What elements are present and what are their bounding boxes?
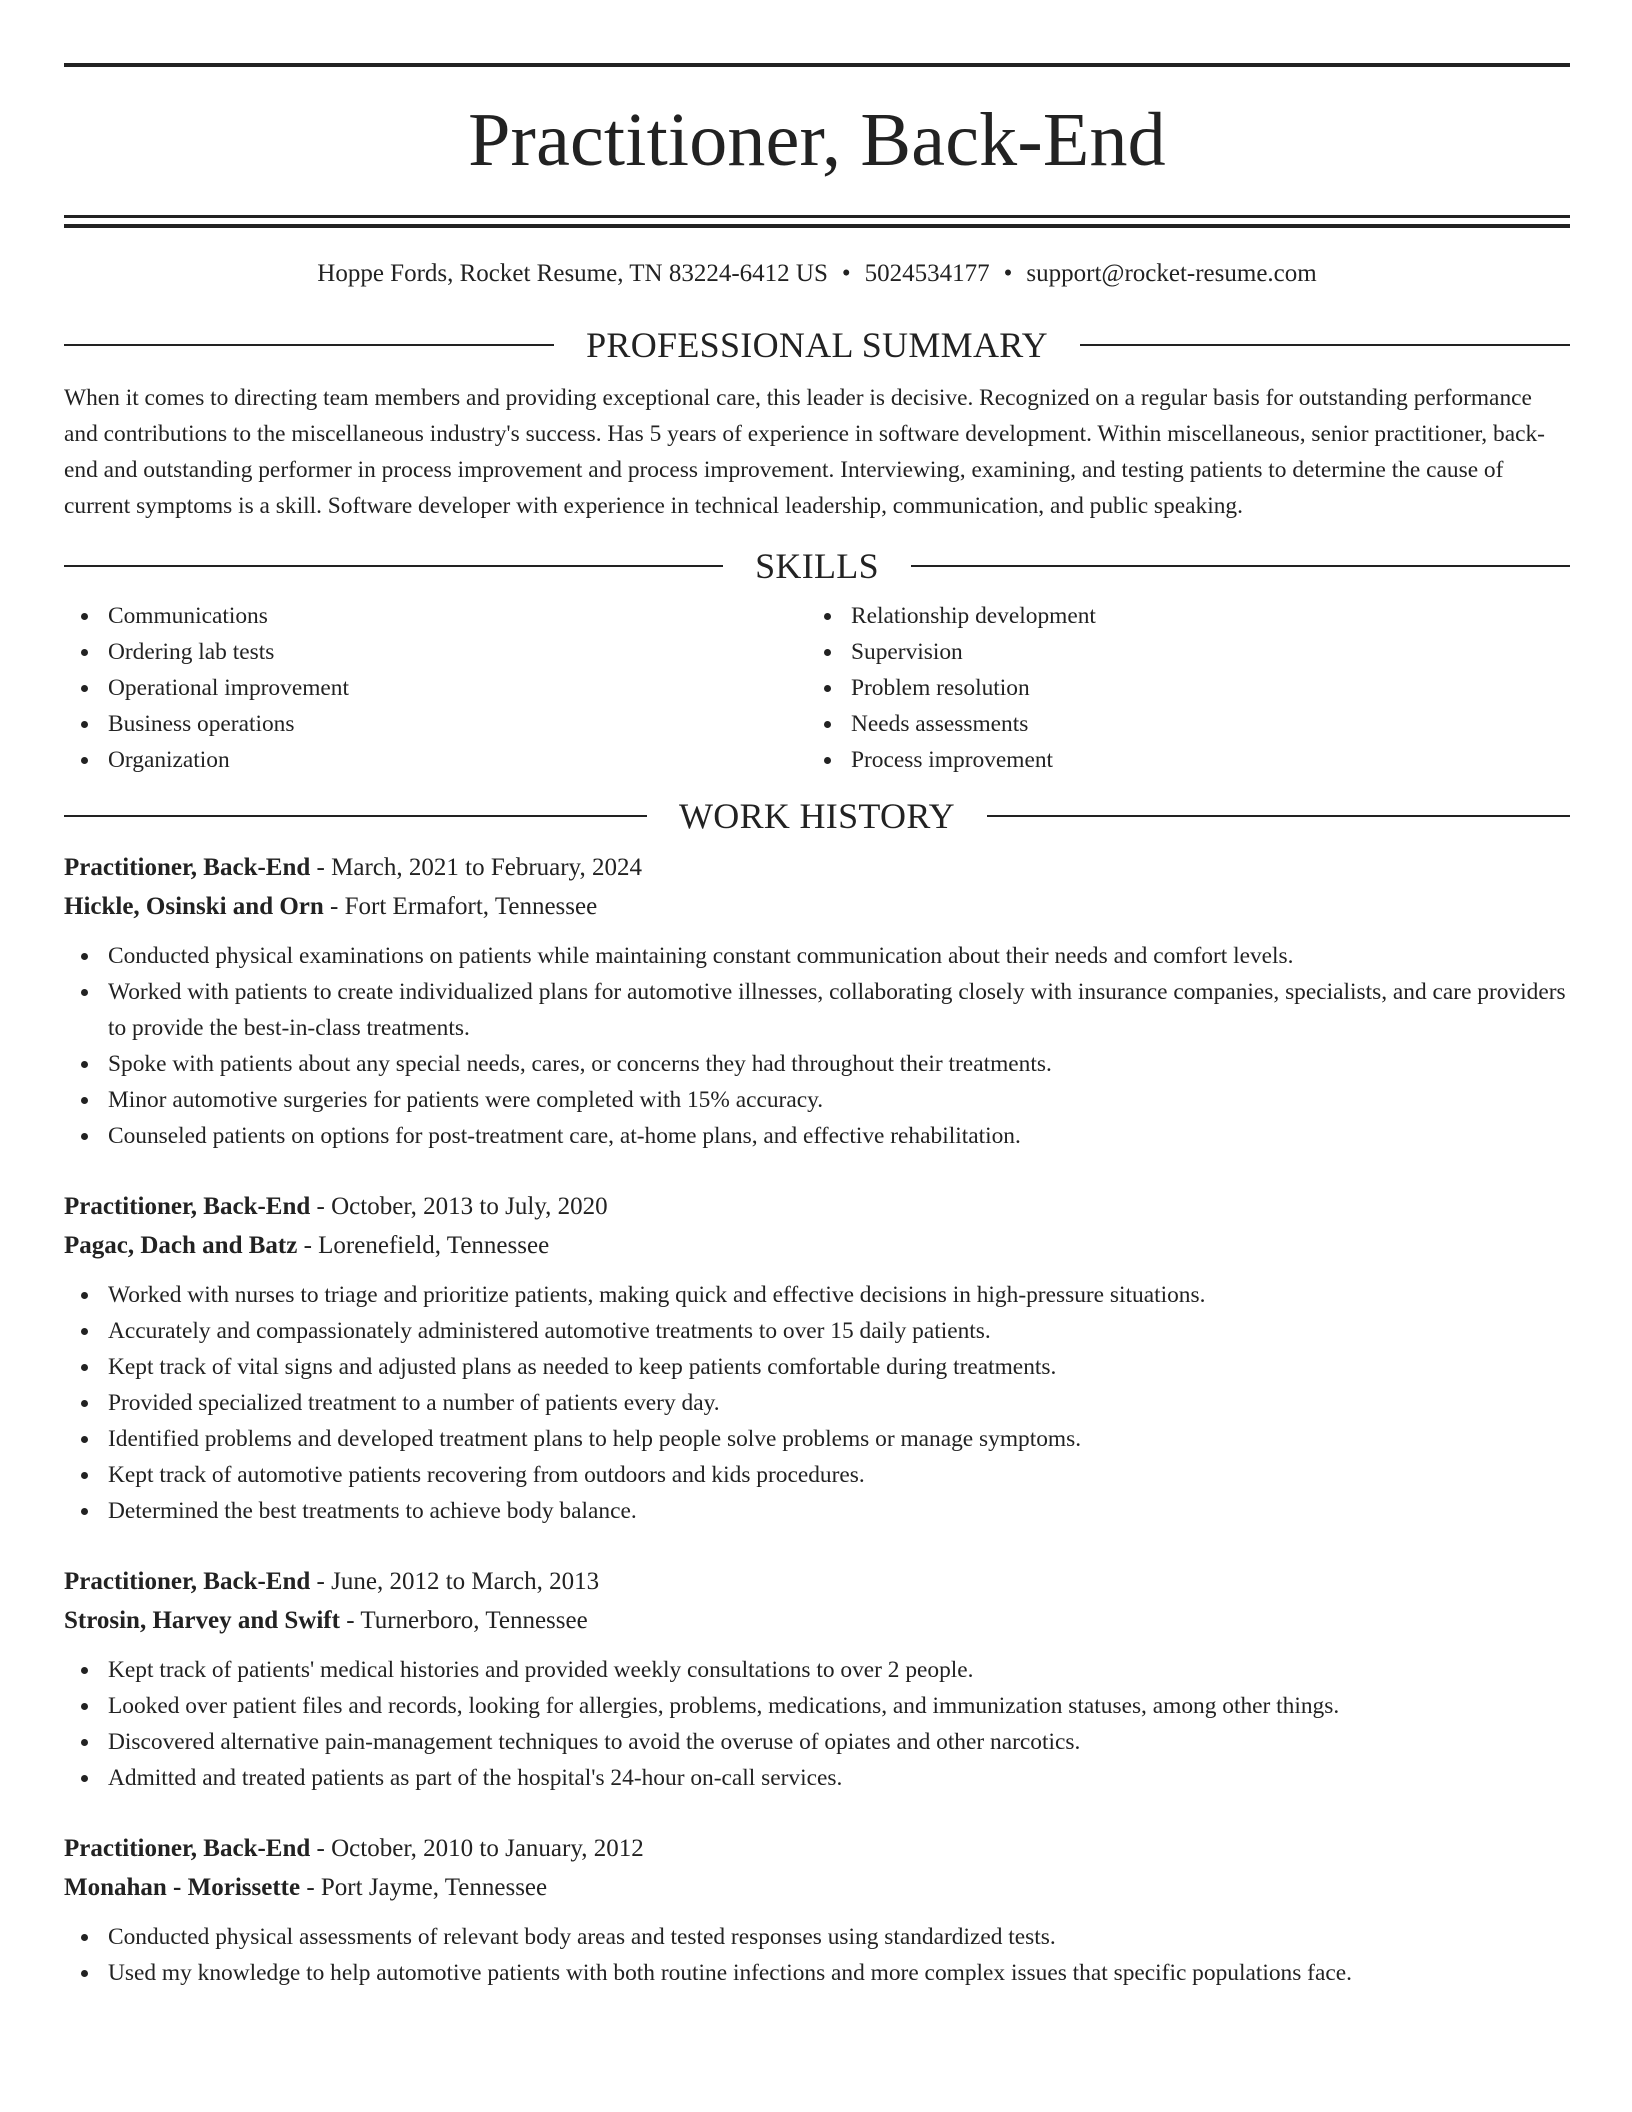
heading-rule-right [987,815,1570,817]
contact-email: support@rocket-resume.com [1026,260,1317,287]
skills-title: SKILLS [755,546,879,586]
contact-address: Hoppe Fords, Rocket Resume, TN 83224-6412 US [317,260,828,287]
job-entry [64,1829,1570,1991]
job-bullets [64,1652,1570,1796]
contact-phone: 5024534177 [864,260,990,287]
job-bullets [64,1277,1570,1529]
skill-item: Needs assessments [807,706,1550,742]
job-bullet: Kept track of vital signs and adjusted plans as needed to keep patients comfortable during treatments. [64,1349,1570,1385]
job-bullet: Used my knowledge to help automotive patients with both routine infections and more complex issues that specific populations face. [64,1955,1570,1991]
job-bullet: Worked with patients to create individualized plans for automotive illnesses, collaborating closely with insurance companies, specialists, and care providers to provide the best-in-class treatments. [64,974,1570,1046]
contact-separator: • [1003,260,1013,287]
job-dates: - October, 2013 to July, 2020 [310,1193,608,1220]
heading-rule-right [911,565,1570,567]
job-entry [64,1562,1570,1796]
skill-item: Supervision [807,634,1550,670]
job-title-line [64,1562,1570,1601]
skill-item: Relationship development [807,598,1550,634]
job-location: - Lorenefield, Tennessee [297,1232,550,1259]
job-title: Practitioner, Back-End [64,1568,311,1595]
skill-item: Problem resolution [807,670,1550,706]
job-bullet: Worked with nurses to triage and prioritize patients, making quick and effective decisions in high-pressure situations. [64,1277,1570,1313]
job-bullet: Kept track of patients' medical histories and provided weekly consultations to over 2 people. [64,1652,1570,1688]
job-title: Practitioner, Back-End [64,1193,311,1220]
heading-rule-right [1080,344,1570,346]
job-dates: - March, 2021 to February, 2024 [310,854,642,881]
job-company-line [64,887,1570,926]
job-title-line [64,1187,1570,1226]
skills-heading [64,546,1570,586]
job-company-line [64,1868,1570,1907]
double-divider [64,215,1570,228]
job-company: Pagac, Dach and Batz [64,1232,298,1259]
top-divider [64,63,1570,67]
job-bullet: Minor automotive surgeries for patients were completed with 15% accuracy. [64,1082,1570,1118]
heading-rule-left [64,565,723,567]
skills-column-left [64,598,807,778]
job-title-line [64,1829,1570,1868]
skill-item: Ordering lab tests [64,634,807,670]
work-heading [64,796,1570,836]
job-company: Monahan - Morissette [64,1874,301,1901]
job-bullet: Accurately and compassionately administered automotive treatments to over 15 daily patients. [64,1313,1570,1349]
summary-title: PROFESSIONAL SUMMARY [586,325,1048,365]
job-bullet: Discovered alternative pain-management techniques to avoid the overuse of opiates and other narcotics. [64,1724,1570,1760]
job-bullet: Looked over patient files and records, looking for allergies, problems, medications, and immunization statuses, among other things. [64,1688,1570,1724]
summary-text: When it comes to directing team members and providing exceptional care, this leader is decisive. Recognized on a regular basis for outstanding performance and contributions to the miscellaneous industry's success. Has 5 years of experience in software development. Within miscellaneous, senior practitioner, back-end and outstanding performer in process improvement and process improvement. Interviewing, examining, and testing patients to determine the cause of current symptoms is a skill. Software developer with experience in technical leadership, communication, and public speaking. [64,385,1545,519]
heading-rule-left [64,815,647,817]
skill-item: Process improvement [807,742,1550,778]
skills-list [64,598,1570,778]
job-entry [64,848,1570,1154]
job-dates: - October, 2010 to January, 2012 [310,1835,644,1862]
job-bullet: Admitted and treated patients as part of the hospital's 24-hour on-call services. [64,1760,1570,1796]
job-bullet: Identified problems and developed treatment plans to help people solve problems or manage symptoms. [64,1421,1570,1457]
resume-name: Practitioner, Back-End [468,98,1166,182]
skill-item: Business operations [64,706,807,742]
heading-rule-left [64,344,554,346]
skills-column-right [807,598,1550,778]
skill-item: Communications [64,598,807,634]
job-entry [64,1187,1570,1529]
job-bullet: Provided specialized treatment to a number of patients every day. [64,1385,1570,1421]
job-bullet: Conducted physical assessments of relevant body areas and tested responses using standardized tests. [64,1919,1570,1955]
contact-separator: • [841,260,851,287]
job-title-line [64,848,1570,887]
job-company-line [64,1226,1570,1265]
job-bullets [64,1919,1570,1991]
skill-item: Organization [64,742,807,778]
job-location: - Fort Ermafort, Tennessee [323,893,598,920]
skill-item: Operational improvement [64,670,807,706]
job-company: Strosin, Harvey and Swift [64,1607,340,1634]
job-dates: - June, 2012 to March, 2013 [310,1568,600,1595]
job-title: Practitioner, Back-End [64,1835,311,1862]
job-bullet: Kept track of automotive patients recovering from outdoors and kids procedures. [64,1457,1570,1493]
contact-line [64,259,1570,289]
job-bullet: Conducted physical examinations on patients while maintaining constant communication about their needs and comfort levels. [64,938,1570,974]
job-bullet: Spoke with patients about any special needs, cares, or concerns they had throughout their treatments. [64,1046,1570,1082]
job-bullets [64,938,1570,1154]
job-location: - Turnerboro, Tennessee [339,1607,588,1634]
summary-heading [64,325,1570,365]
job-title: Practitioner, Back-End [64,854,311,881]
job-bullet: Counseled patients on options for post-treatment care, at-home plans, and effective rehabilitation. [64,1118,1570,1154]
job-company-line [64,1601,1570,1640]
work-title: WORK HISTORY [679,796,955,836]
job-location: - Port Jayme, Tennessee [300,1874,548,1901]
resume-page [64,0,1570,1991]
job-company: Hickle, Osinski and Orn [64,893,324,920]
job-bullet: Determined the best treatments to achieve body balance. [64,1493,1570,1529]
